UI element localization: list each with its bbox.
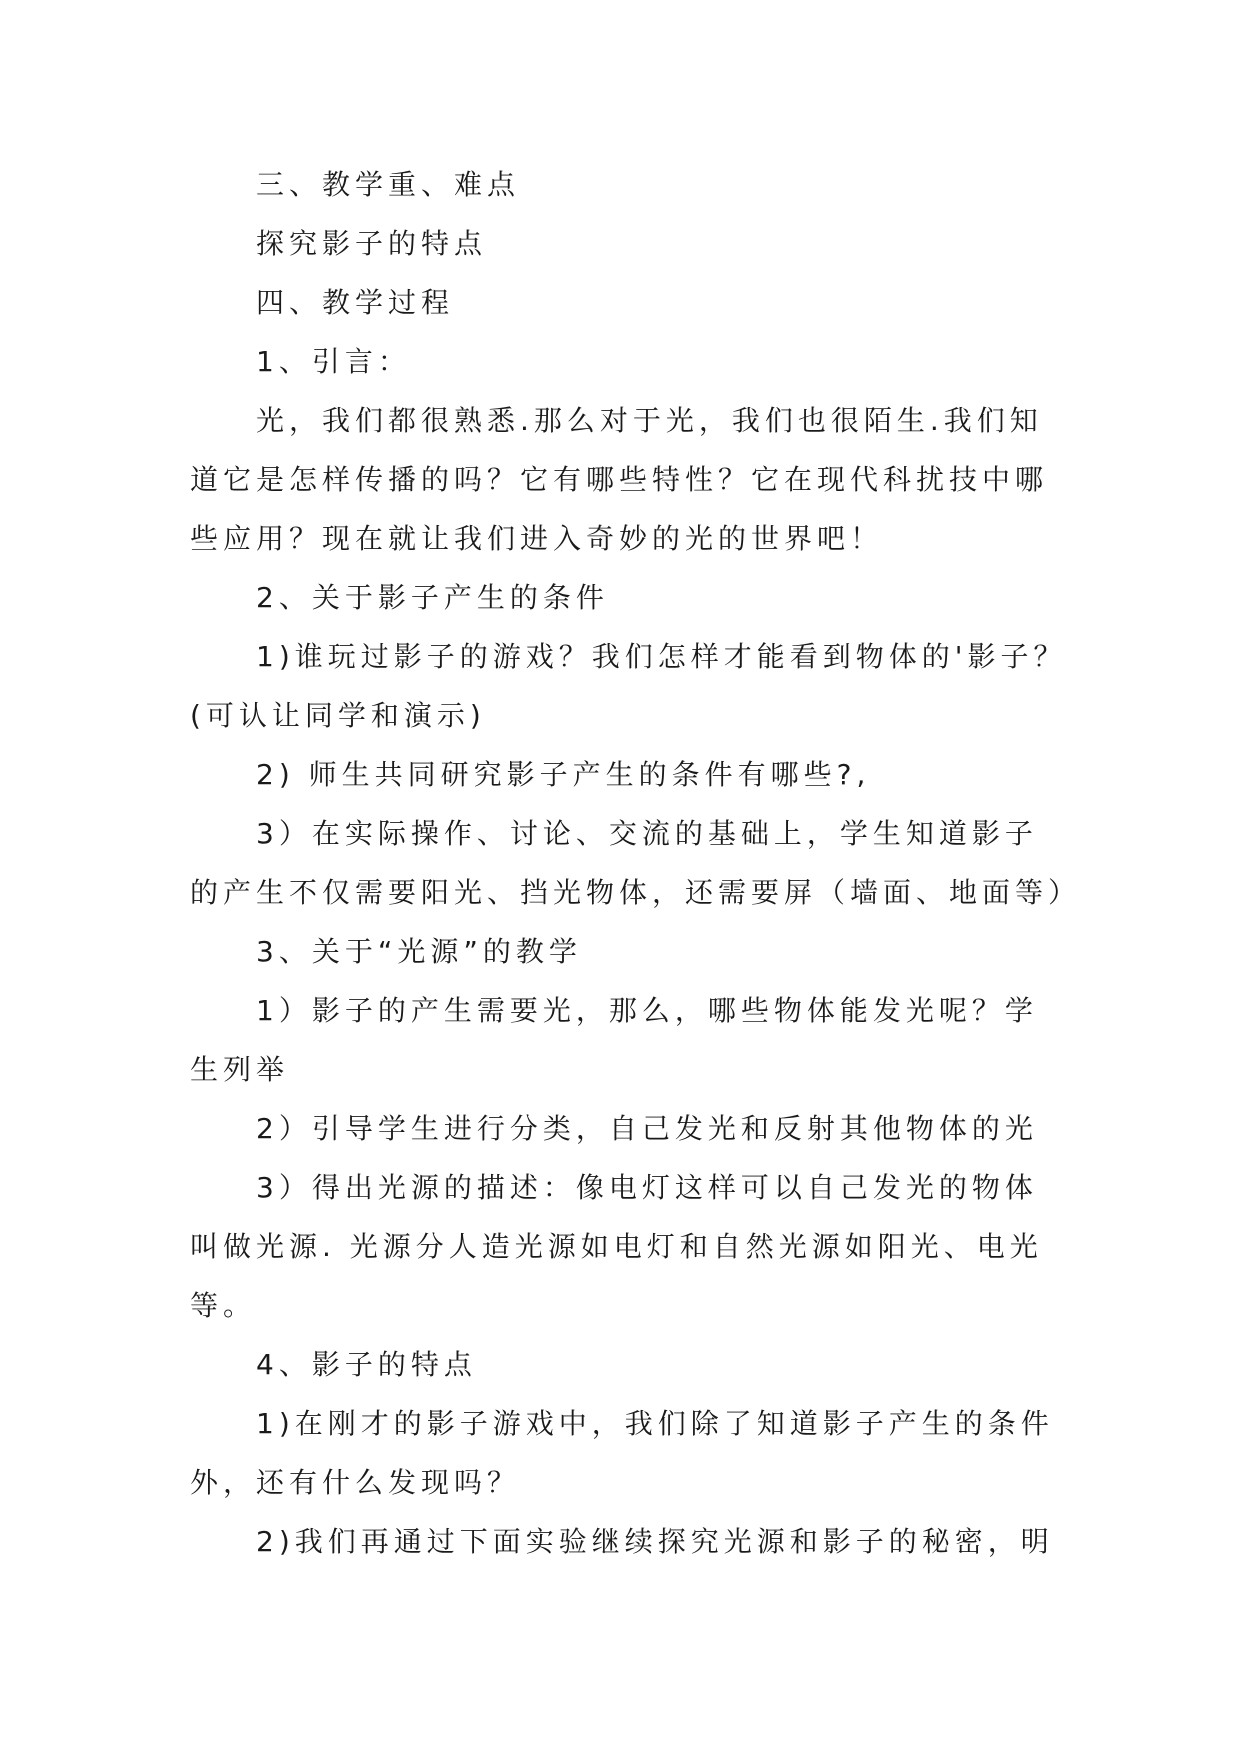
heading-shadow-conditions: 2、关于影子产生的条件 (256, 581, 609, 614)
paragraph-light-objects: 1）影子的产生需要光，那么，哪些物体能发光呢？学生列举 (190, 994, 1038, 1086)
heading-introduction: 1、引言： (256, 345, 411, 378)
heading-light-source: 3、关于“光源”的教学 (256, 935, 582, 968)
paragraph-light-source-definition: 3）得出光源的描述：像电灯这样可以自己发光的物体叫做光源. 光源分人造光源如电灯和自然光源如阳光、电光等。 (190, 1171, 1043, 1322)
paragraph-shadow-game: 1)谁玩过影子的游戏？我们怎样才能看到物体的'影子？(可认让同学和演示) (190, 640, 1067, 732)
heading-teaching-process: 四、教学过程 (256, 286, 455, 319)
paragraph-introduction: 光，我们都很熟悉.那么对于光，我们也很陌生.我们知道它是怎样传播的吗？它有哪些特性？它在现代科扰技中哪些应用？现在就让我们进入奇妙的光的世界吧！ (190, 404, 1049, 555)
paragraph-classification: 2）引导学生进行分类，自己发光和反射其他物体的光 (256, 1112, 1038, 1145)
heading-shadow-features: 4、影子的特点 (256, 1348, 477, 1381)
paragraph-key-point: 探究影子的特点 (256, 227, 488, 260)
paragraph-experiment: 2)我们再通过下面实验继续探究光源和影子的秘密，明 (256, 1525, 1054, 1558)
heading-key-points: 三、教学重、难点 (256, 168, 521, 201)
paragraph-shadow-discovery: 1)在刚才的影子游戏中，我们除了知道影子产生的条件外，还有什么发现吗？ (190, 1407, 1054, 1499)
document-body (190, 155, 1082, 1571)
paragraph-research-conditions: 2) 师生共同研究影子产生的条件有哪些?, (256, 758, 871, 791)
paragraph-shadow-requirements: 3）在实际操作、讨论、交流的基础上，学生知道影子的产生不仅需要阳光、挡光物体，还需要屏（墙面、地面等） (190, 817, 1082, 909)
